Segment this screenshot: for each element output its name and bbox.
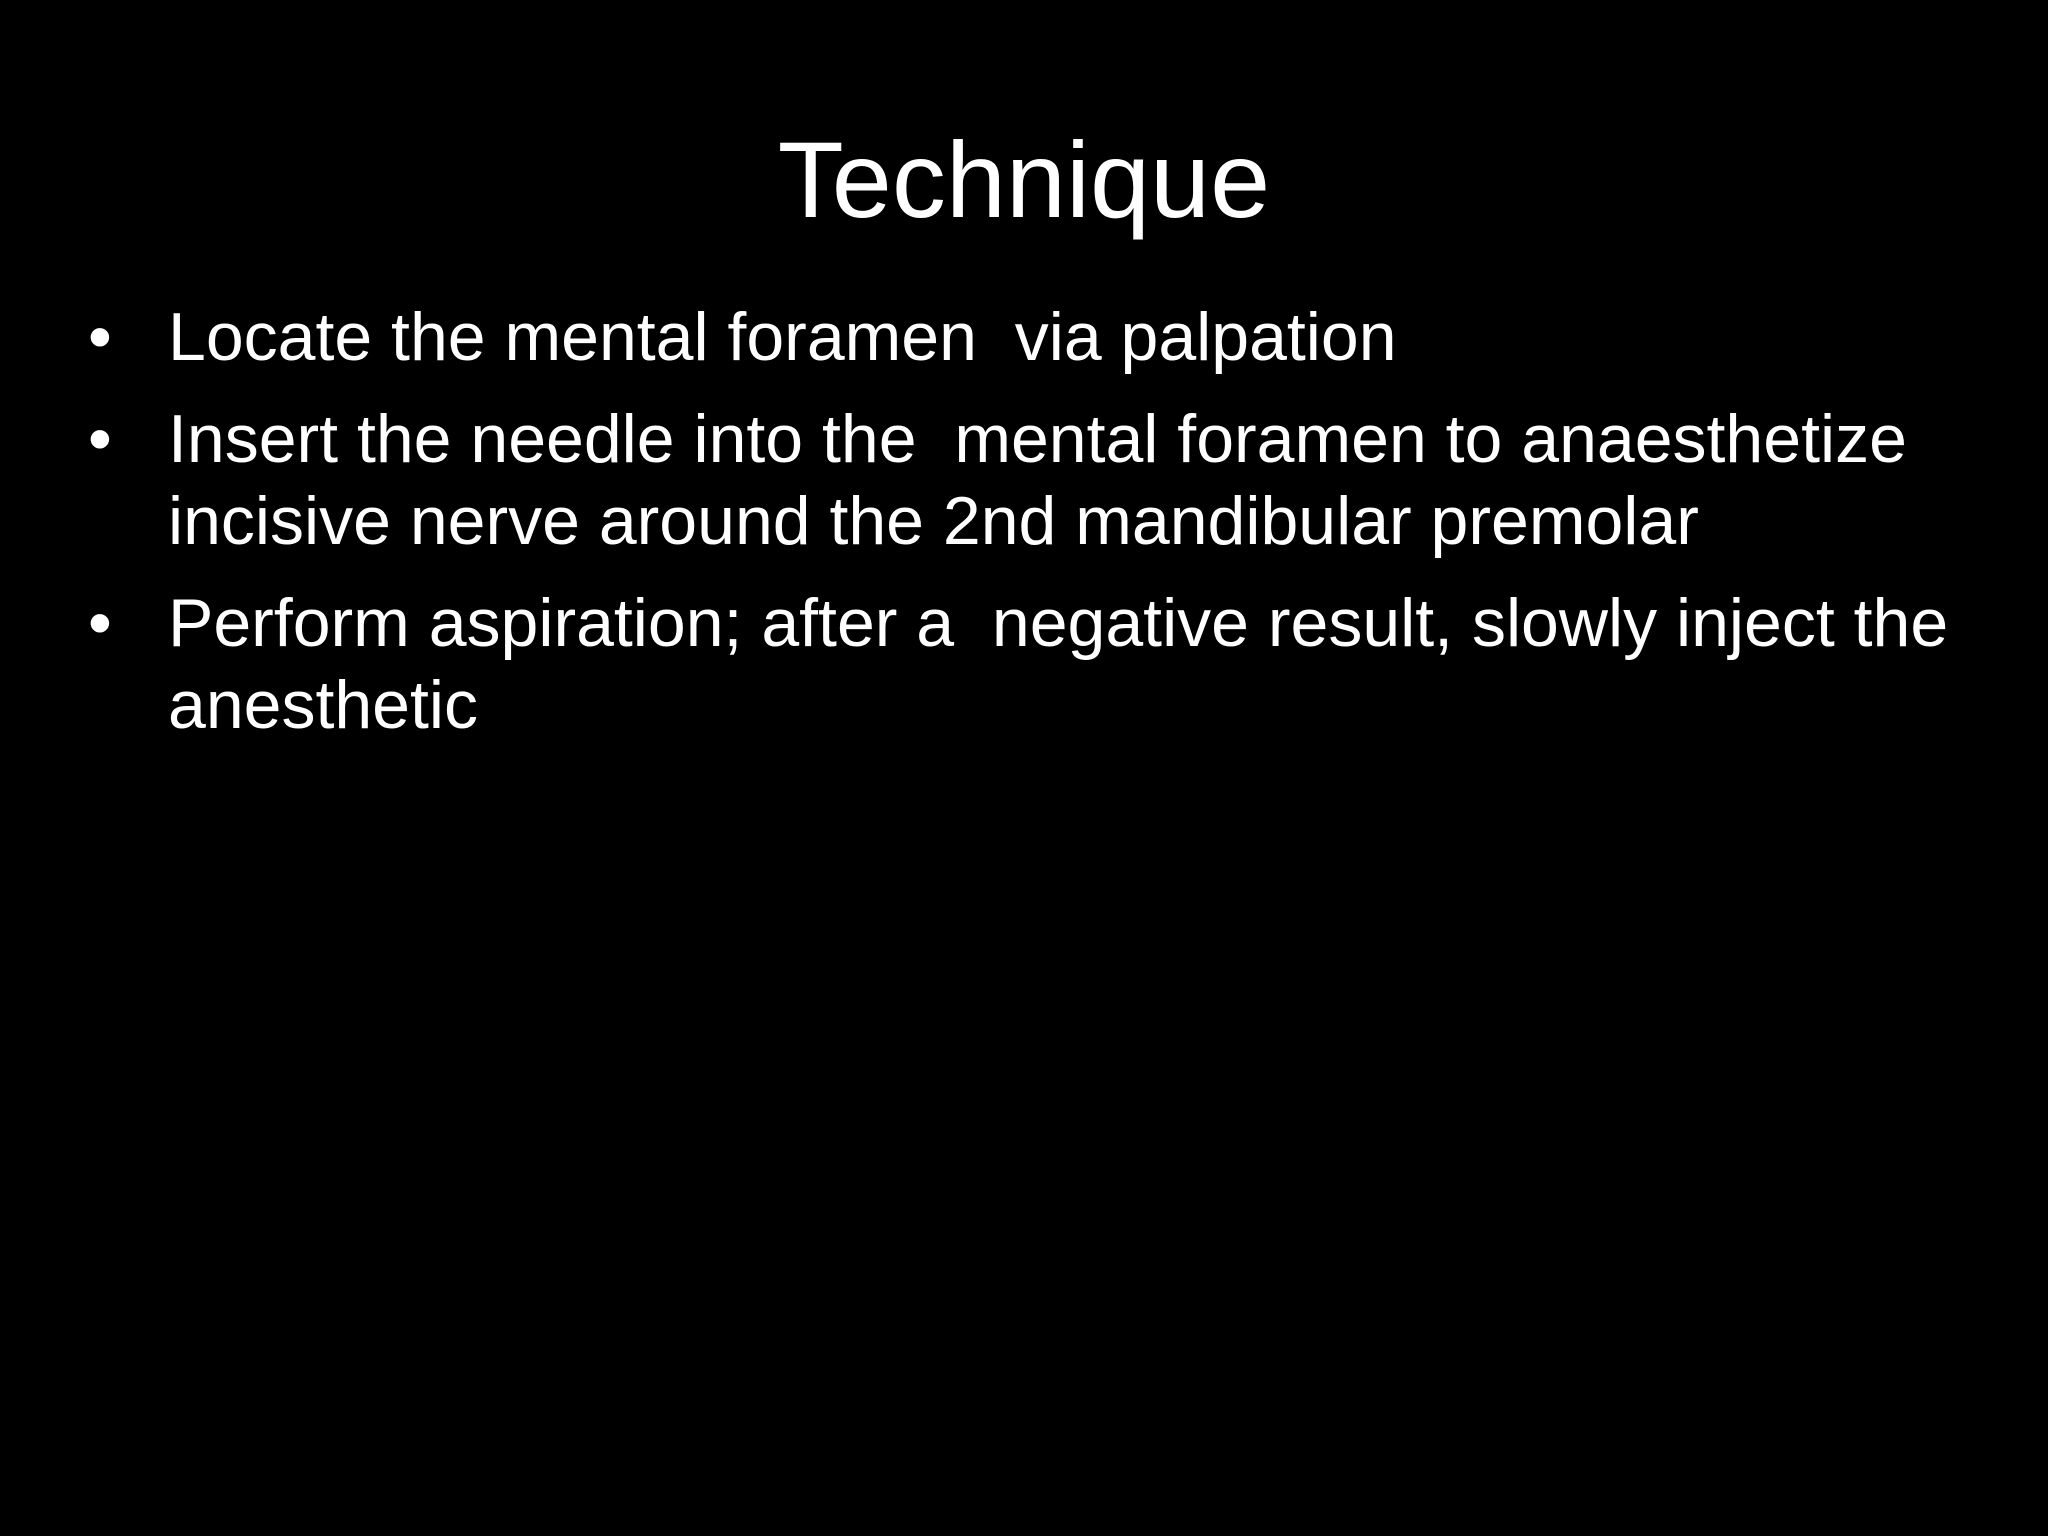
bullet-dot-icon: • [88, 299, 112, 375]
bullet-item-1 [88, 296, 1988, 378]
bullet-text-3: Perform aspiration; after a negative result, slowly inject the anesthetic [168, 585, 1968, 743]
slide-title: Technique [777, 119, 1271, 240]
bullet-text-2: Insert the needle into the mental foramen to anaesthetize incisive nerve around the 2nd mandibular premolar [168, 401, 1926, 559]
bullet-list [88, 296, 1988, 766]
bullet-dot-icon: • [88, 401, 112, 477]
bullet-text-1: Locate the mental foramen via palpation [168, 299, 1397, 375]
bullet-item-3 [88, 582, 1988, 746]
bullet-dot-icon: • [88, 585, 112, 661]
bullet-item-2 [88, 398, 1988, 562]
